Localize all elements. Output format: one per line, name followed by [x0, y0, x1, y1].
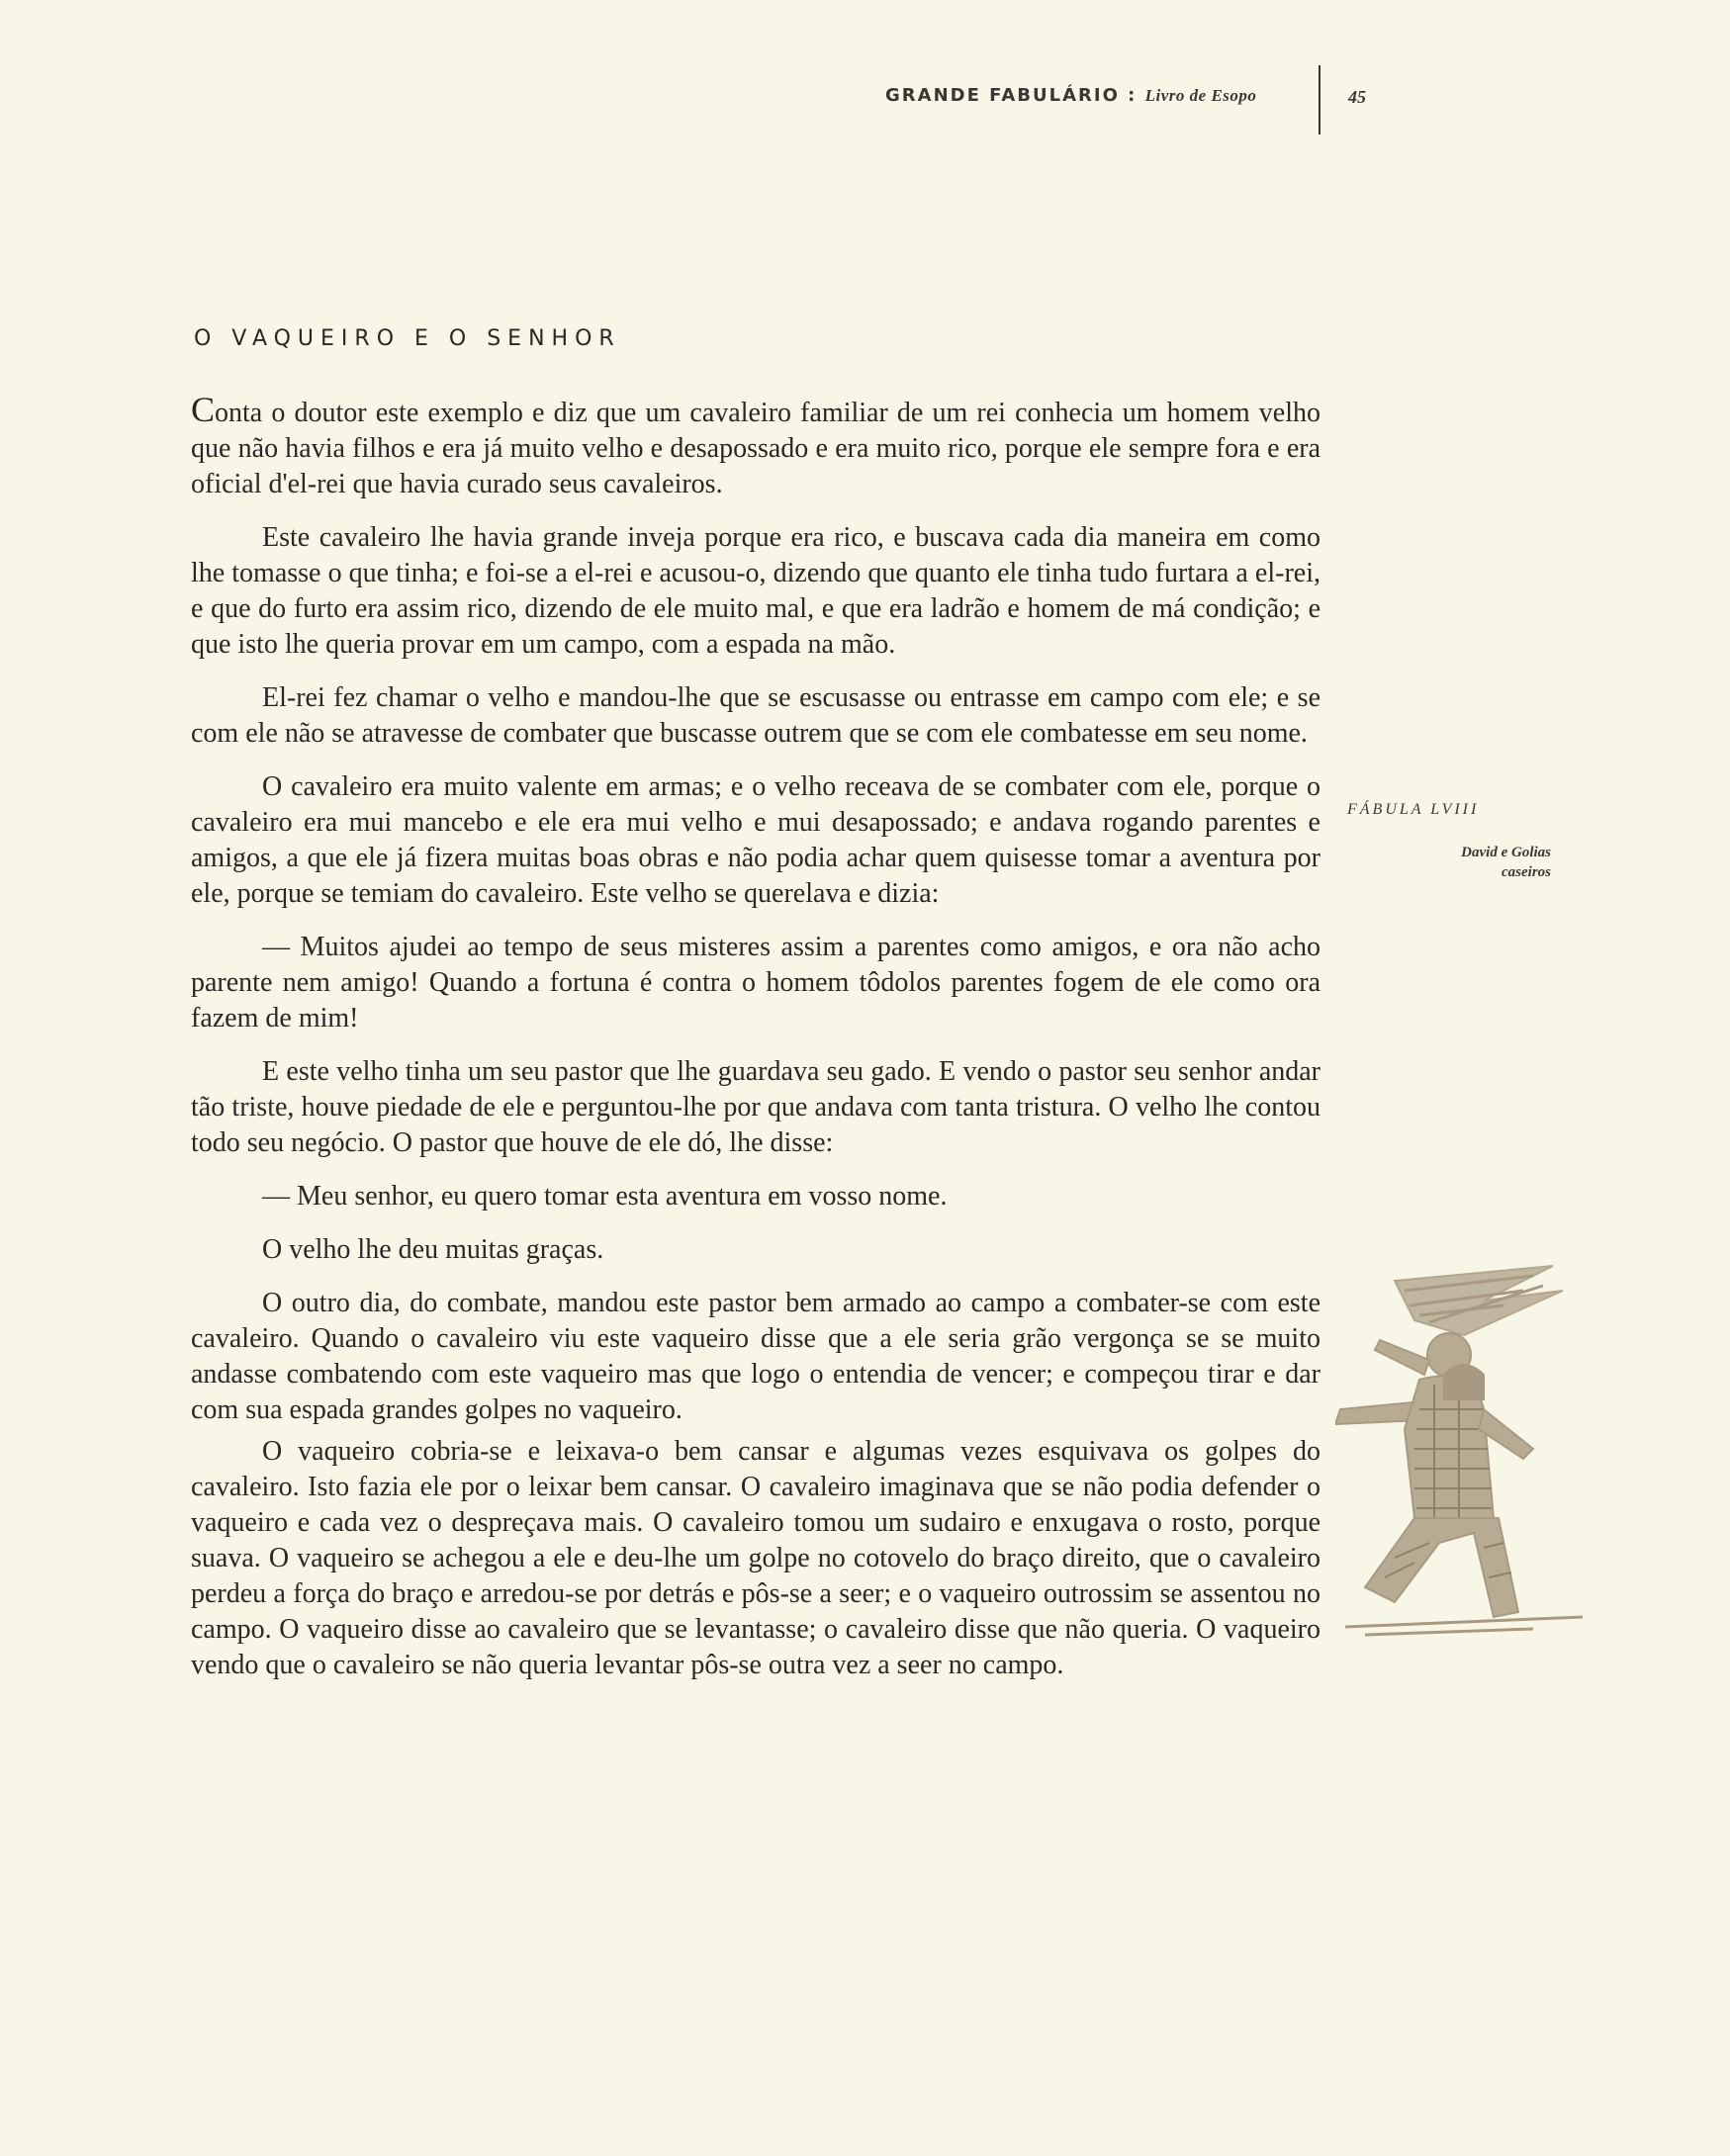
running-head: [885, 85, 1256, 106]
paragraph: El-rei fez chamar o velho e mandou-lhe que se escusasse ou entrasse em campo com ele; e se com ele não se atravesse de combater que buscasse outrem que se com ele combatesse em seu nome.: [191, 682, 1320, 749]
fable-title: O VAQUEIRO E O SENHOR: [194, 326, 621, 351]
fable-subject: [1347, 843, 1555, 882]
fable-number: FÁBULA LVIII: [1347, 801, 1480, 818]
helmet: [1444, 1365, 1484, 1399]
sword-blade: [1395, 1266, 1563, 1335]
paragraph: O vaqueiro cobria-se e leixava-o bem cansar e algumas vezes esquivava os golpes do cavaleiro. Isto fazia ele por o leixar bem cansar. O cavaleiro imaginava que se não podia defender o vaqueiro e cada vez o despreçava mais. O cavaleiro tomou um sudairo e enxugava o rosto, porque suava. O vaqueiro se achegou a ele e deu-lhe um golpe no cotovelo do braço direito, que o cavaleiro perdeu a força do braço e arredou-se por detrás e pôs-se a seer; e o vaqueiro outrossim se assentou no campo. O vaqueiro disse ao cavaleiro que se levantasse; o cavaleiro disse que não queria. O vaqueiro vendo que o cavaleiro se não queria levantar pôs-se outra vez a seer no campo.: [191, 1436, 1320, 1680]
subject-line: David e Golias: [1461, 845, 1551, 860]
paragraph: O velho lhe deu muitas graças.: [262, 1234, 604, 1265]
page-number: 45: [1348, 87, 1366, 107]
paragraph: O outro dia, do combate, mandou este pastor bem armado ao campo a combater-se com este cavaleiro. Quando o cavaleiro viu este vaqueiro disse que a ele seria grão vergonça se se muito andasse combatendo com este vaqueiro mas que logo o entendia de vencer; e compeçou tirar e dar com sua espada grandes golpes no vaqueiro.: [191, 1288, 1320, 1425]
paragraph: — Muitos ajudei ao tempo de seus misteres assim a parentes como amigos, e ora não acho parente nem amigo! Quando a fortuna é contra o homem tôdolos parentes fogem de ele como ora fazem de mim!: [191, 932, 1320, 1033]
paragraph: Este cavaleiro lhe havia grande inveja porque era rico, e buscava cada dia maneira em como lhe tomasse o que tinha; e foi-se a el-rei e acusou-o, dizendo que quanto ele tinha tudo furtara a el-rei, e que do furto era assim rico, dizendo de ele muito mal, e que era ladrão e homem de má condição; e que isto lhe queria provar em um campo, com a espada na mão.: [191, 522, 1320, 660]
header-divider: [1319, 65, 1320, 135]
swordsman-woodcut-icon: [1335, 1261, 1593, 1637]
legs: [1365, 1518, 1518, 1617]
running-book: Livro de Esopo: [1144, 86, 1257, 105]
ground: [1345, 1617, 1583, 1635]
paragraph: — Meu senhor, eu quero tomar esta aventura em vosso nome.: [262, 1181, 948, 1212]
raised-arm: [1375, 1340, 1429, 1375]
fable-text: [191, 392, 1320, 1701]
paragraph: E este velho tinha um seu pastor que lhe guardava seu gado. E vendo o pastor seu senhor andar tão triste, houve piedade de ele e perguntou-lhe por que andava com tanta tristura. O velho lhe contou todo seu negócio. O pastor que houve de ele dó, lhe disse:: [191, 1056, 1320, 1158]
paragraph: Conta o doutor este exemplo e diz que um cavaleiro familiar de um rei conhecia um homem velho que não havia filhos e era já muito velho e desapossado e era muito rico, porque ele sempre fora e era oficial d'el-rei que havia curado seus cavaleiros.: [191, 390, 1320, 499]
subject-line: caseiros: [1502, 864, 1551, 880]
paragraph: O cavaleiro era muito valente em armas; e o velho receava de se combater com ele, porque o cavaleiro era mui mancebo e ele era mui velho e mui desapossado; e andava rogando parentes e amigos, a que ele já fizera muitas boas obras e não podia achar quem quisesse tomar a aventura por ele, porque se temiam do cavaleiro. Este velho se querelava e dizia:: [191, 771, 1320, 909]
side-note: [1347, 801, 1555, 882]
running-title: GRANDE FABULÁRIO :: [885, 85, 1138, 106]
